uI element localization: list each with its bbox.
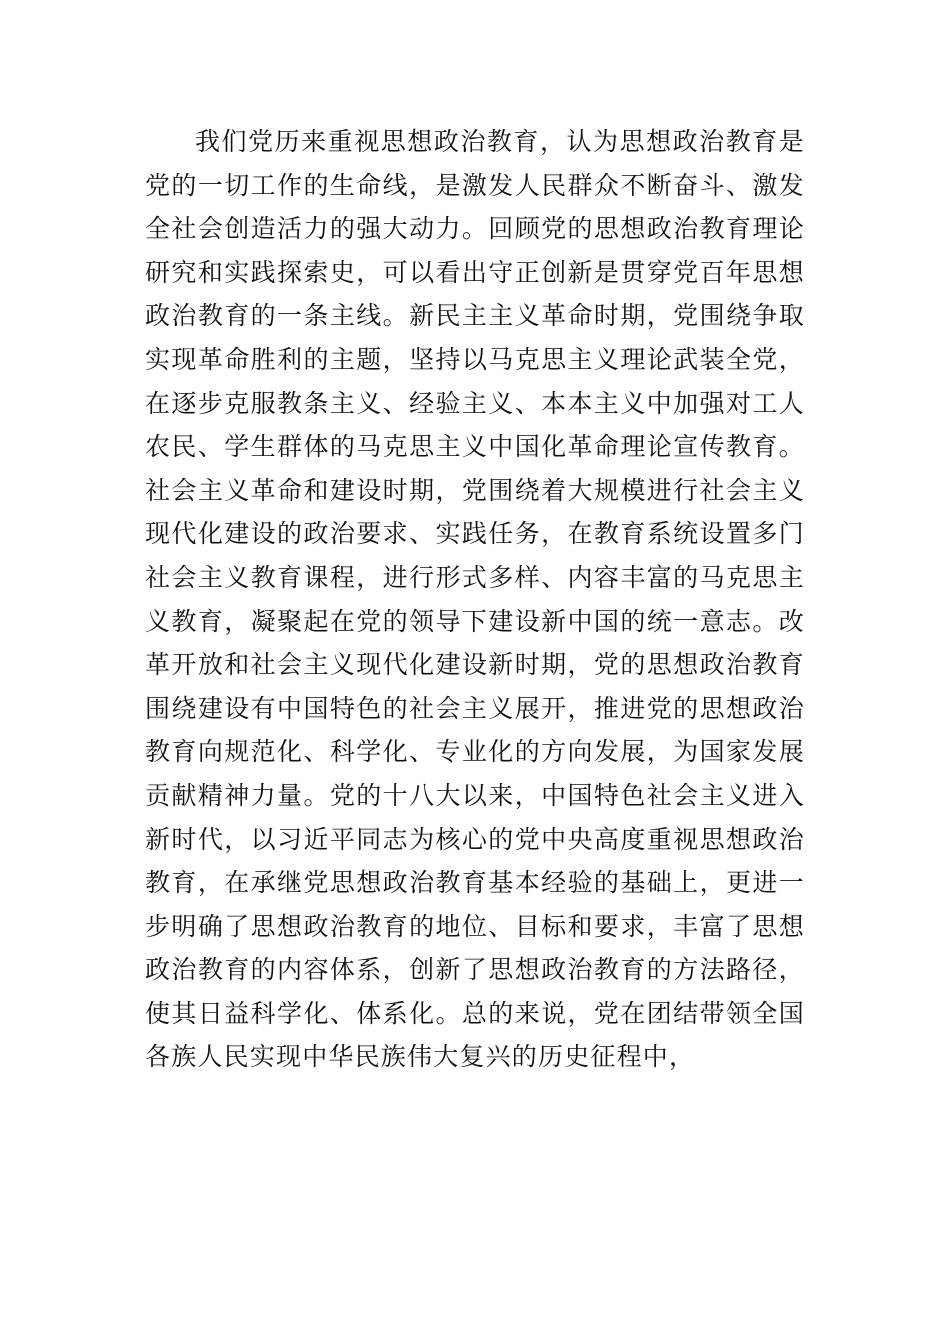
- body-paragraph: 我们党历来重视思想政治教育，认为思想政治教育是党的一切工作的生命线，是激发人民群众不断奋斗、激发全社会创造活力的强大动力。回顾党的思想政治教育理论研究和实践探索史，可以看出守正创新是贯穿党百年思想政治教育的一条主线。新民主主义革命时期，党围绕争取实现革命胜利的主题，坚持以马克思主义理论武装全党，在逐步克服教条主义、经验主义、本本主义中加强对工人农民、学生群体的马克思主义中国化革命理论宣传教育。社会主义革命和建设时期，党围绕着大规模进行社会主义现代化建设的政治要求、实践任务，在教育系统设置多门社会主义教育课程，进行形式多样、内容丰富的马克思主义教育，凝聚起在党的领导下建设新中国的统一意志。改革开放和社会主义现代化建设新时期，党的思想政治教育围绕建设有中国特色的社会主义展开，推进党的思想政治教育向规范化、科学化、专业化的方向发展，为国家发展贡献精神力量。党的十八大以来，中国特色社会主义进入新时代，以习近平同志为核心的党中央高度重视思想政治教育，在承继党思想政治教育基本经验的基础上，更进一步明确了思想政治教育的地位、目标和要求，丰富了思想政治教育的内容体系，创新了思想政治教育的方法路径，使其日益科学化、体系化。总的来说，党在团结带领全国各族人民实现中华民族伟大复兴的历史征程中，: [145, 127, 805, 1072]
